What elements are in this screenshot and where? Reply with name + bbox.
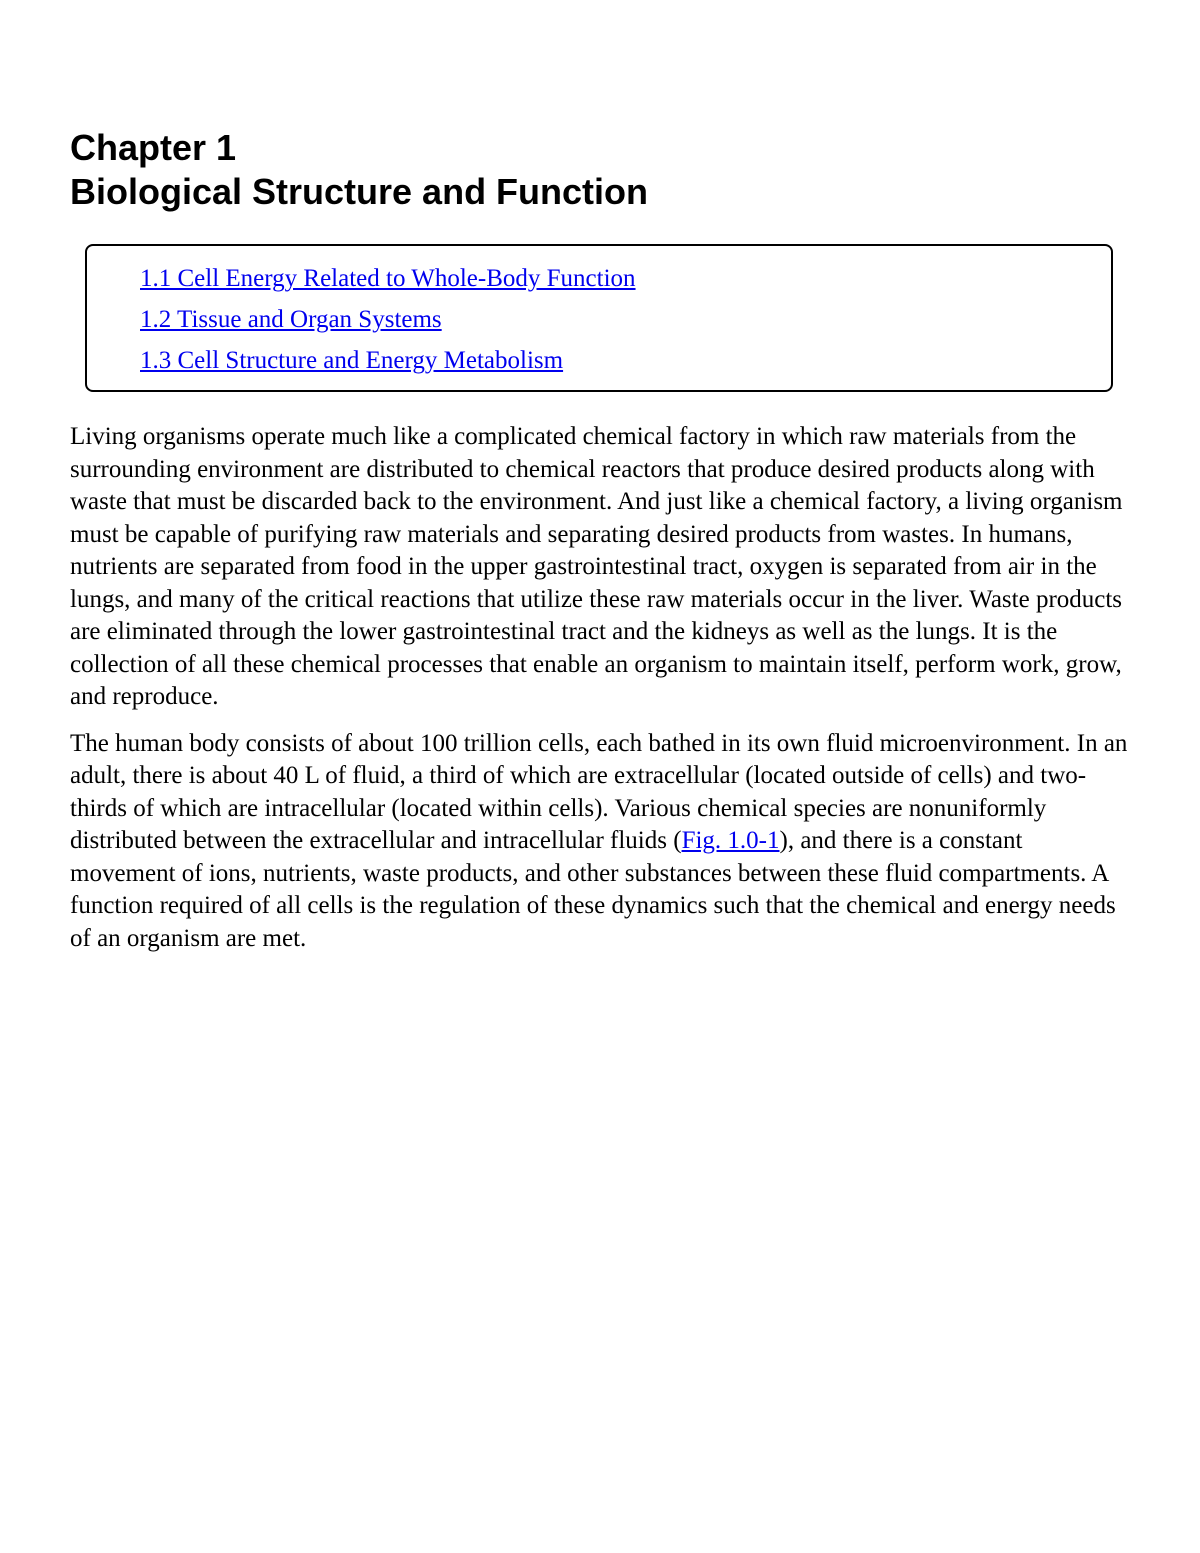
paragraph-text-after-link: ), and there is a constant movement of ions, nutrients, waste products, and other substances between these fluid compartments. A function required of all cells is the regulation of these dynamics such that the chemical and energy needs of an organism are met. [70, 827, 1116, 952]
chapter-number: Chapter 1 [70, 127, 237, 168]
paragraph-text-before-link: The human body consists of about 100 trillion cells, each bathed in its own fluid microenvironment. In an adult, there is about 40 L of fluid, a third of which are extracellular (located outside of cells) and two-thirds of which are intracellular (located within cells). Various chemical species are nonuniformly distributed between the extracellular and intracellular fluids ( [70, 729, 1128, 854]
document-page [70, 126, 1132, 955]
paragraph-body-fluids [70, 728, 1132, 956]
chapter-title: Biological Structure and Function [70, 171, 649, 212]
table-of-contents [85, 244, 1113, 392]
toc-link-1-1[interactable]: 1.1 Cell Energy Related to Whole-Body Function [140, 265, 636, 292]
figure-link[interactable]: Fig. 1.0-1 [681, 827, 780, 854]
toc-link-1-2[interactable]: 1.2 Tissue and Organ Systems [140, 306, 442, 333]
toc-link-1-3[interactable]: 1.3 Cell Structure and Energy Metabolism [140, 347, 564, 374]
paragraph-intro: Living organisms operate much like a complicated chemical factory in which raw materials from the surrounding environment are distributed to chemical reactors that produce desired products along with waste that must be discarded back to the environment. And just like a chemical factory, a living organism must be capable of purifying raw materials and separating desired products from wastes. In humans, nutrients are separated from food in the upper gastrointestinal tract, oxygen is separated from air in the lungs, and many of the critical reactions that utilize these raw materials occur in the liver. Waste products are eliminated through the lower gastrointestinal tract and the kidneys as well as the lungs. It is the collection of all these chemical processes that enable an organism to maintain itself, perform work, grow, and reproduce. [70, 423, 1123, 710]
chapter-heading [70, 126, 1132, 214]
